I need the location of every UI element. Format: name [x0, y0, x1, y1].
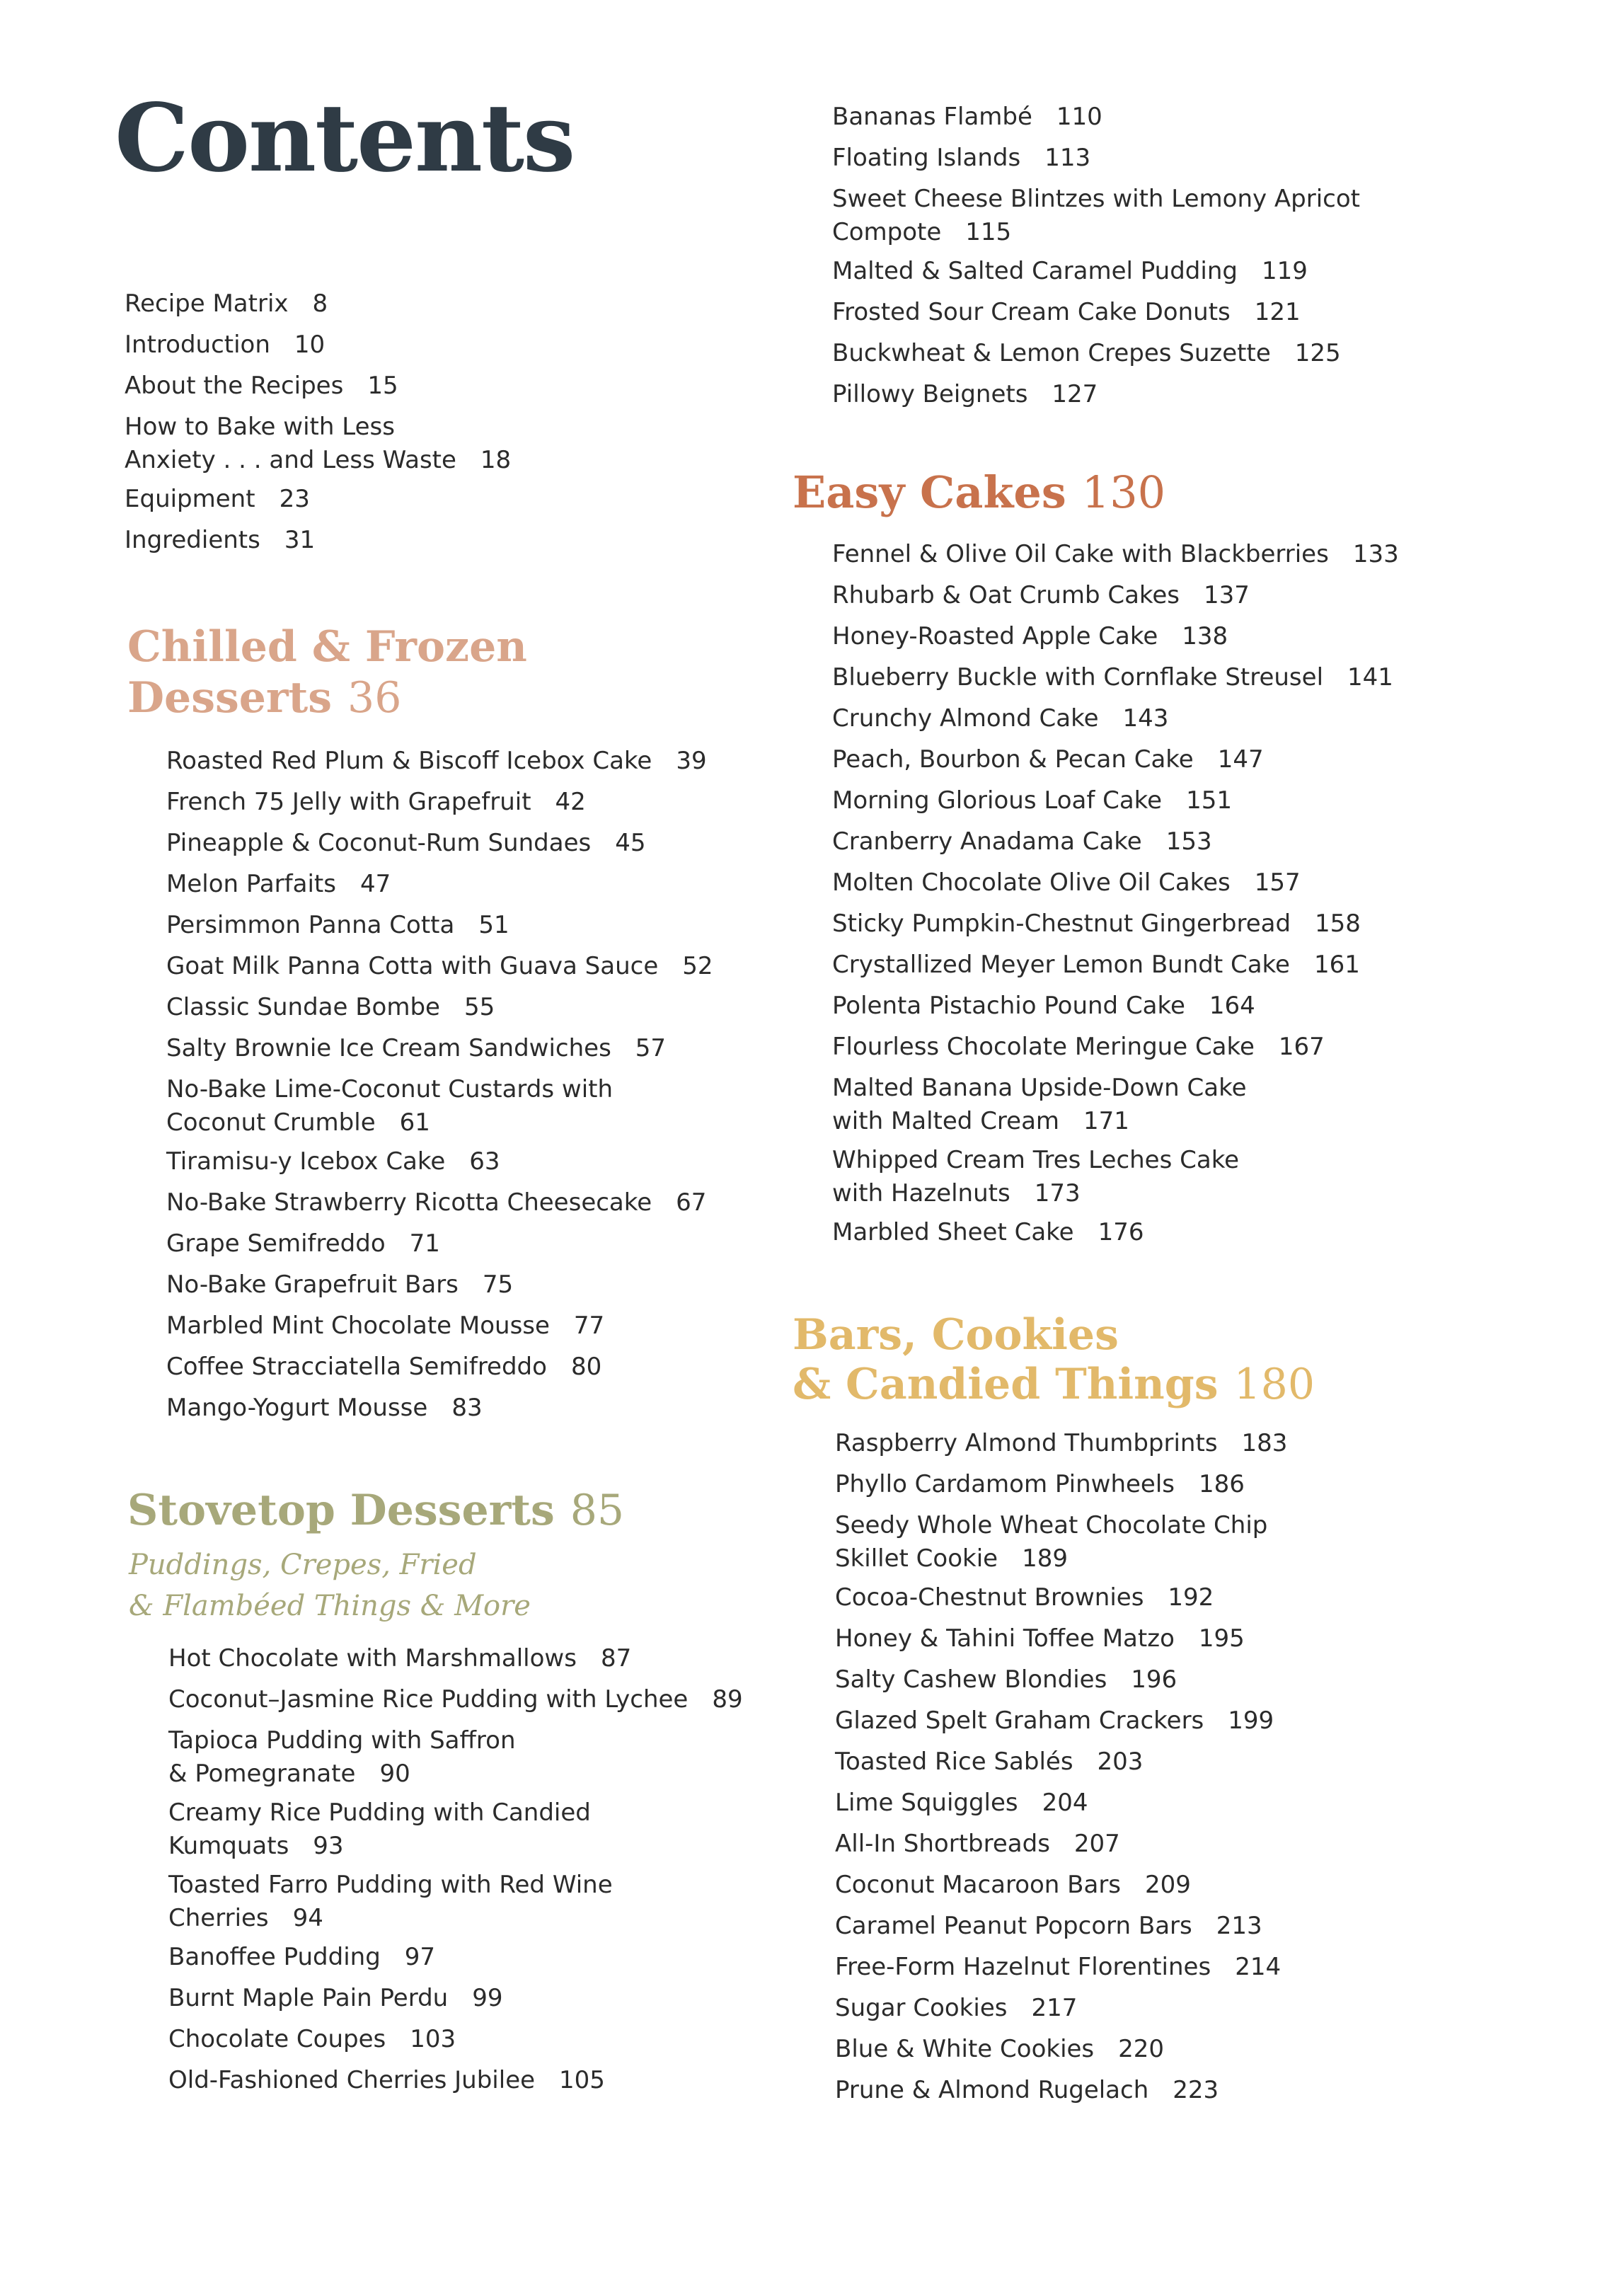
toc-entry-page: 173 — [1034, 1179, 1081, 1207]
toc-entry[interactable] — [832, 1072, 1247, 1138]
toc-entry[interactable] — [832, 378, 1098, 411]
toc-entry-page: 204 — [1042, 1789, 1088, 1817]
toc-entry-title: Peach, Bourbon & Pecan Cake — [832, 745, 1194, 774]
toc-entry[interactable] — [125, 411, 511, 477]
heading-stovetop-text: Stovetop Desserts — [127, 1486, 555, 1535]
heading-chilled-line2: Desserts — [127, 673, 333, 723]
toc-entry[interactable] — [835, 1910, 1262, 1943]
toc-entry[interactable] — [835, 1622, 1245, 1656]
toc-entry-title: Tapioca Pudding with Saffron — [168, 1726, 516, 1755]
toc-entry-page: 77 — [573, 1312, 605, 1340]
toc-entry[interactable] — [166, 909, 509, 942]
toc-entry-page: 207 — [1073, 1830, 1120, 1858]
toc-entry-title: Glazed Spelt Graham Crackers — [835, 1706, 1204, 1735]
heading-bars-page: 180 — [1233, 1360, 1315, 1409]
toc-entry[interactable] — [168, 1724, 516, 1791]
toc-entry-page: 138 — [1182, 622, 1228, 650]
toc-entry-title: No-Bake Strawberry Ricotta Cheesecake — [166, 1188, 652, 1217]
toc-entry-page: 147 — [1217, 745, 1264, 774]
toc-entry[interactable] — [168, 1869, 613, 1935]
heading-chilled[interactable] — [127, 621, 527, 672]
toc-entry[interactable] — [832, 101, 1102, 134]
toc-entry-title: Frosted Sour Cream Cake Donuts — [832, 298, 1231, 326]
toc-entry-title: Phyllo Cardamom Pinwheels — [835, 1470, 1175, 1498]
toc-entry-page: 47 — [359, 870, 391, 898]
toc-entry-title: Rhubarb & Oat Crumb Cakes — [832, 581, 1180, 609]
toc-entry-page: 141 — [1347, 663, 1393, 692]
toc-entry-title: Honey-Roasted Apple Cake — [832, 622, 1158, 650]
toc-entry-page: 137 — [1204, 581, 1250, 609]
toc-entry[interactable] — [835, 1427, 1287, 1460]
toc-entry-page: 153 — [1165, 827, 1212, 856]
toc-entry-title: Bananas Flambé — [832, 103, 1032, 131]
toc-entry-title: Blue & White Cookies — [835, 2035, 1095, 2063]
toc-entry-page: 10 — [294, 331, 326, 359]
toc-entry-title: Ingredients — [125, 526, 260, 554]
toc-entry-page: 93 — [313, 1832, 344, 1860]
toc-entry[interactable] — [166, 1268, 513, 1302]
toc-entry-title-continued: Compote — [832, 218, 942, 246]
toc-entry-title: Creamy Rice Pudding with Candied — [168, 1798, 591, 1827]
toc-entry-page: 186 — [1199, 1470, 1245, 1498]
toc-entry-title: Blueberry Buckle with Cornflake Streusel — [832, 663, 1324, 692]
heading-easy-cakes-page: 130 — [1081, 466, 1166, 518]
heading-bars-2[interactable] — [793, 1359, 1315, 1410]
toc-entry[interactable] — [832, 866, 1301, 900]
toc-entry-title: Prune & Almond Rugelach — [835, 2076, 1149, 2104]
toc-entry-title-continued: Coconut Crumble — [166, 1108, 376, 1137]
toc-entry-title: Free-Form Hazelnut Florentines — [835, 1953, 1211, 1981]
toc-entry-page: 143 — [1122, 704, 1169, 733]
toc-entry[interactable] — [166, 1032, 666, 1065]
toc-entry-page: 31 — [284, 526, 316, 554]
toc-entry-page: 67 — [676, 1188, 707, 1217]
toc-entry[interactable] — [832, 907, 1361, 941]
toc-entry-title: Roasted Red Plum & Biscoff Icebox Cake — [166, 747, 652, 775]
heading-bars-line1: Bars, Cookies — [793, 1310, 1119, 1360]
heading-easy-cakes-text: Easy Cakes — [793, 466, 1066, 518]
toc-entry-title: No-Bake Grapefruit Bars — [166, 1270, 459, 1299]
toc-entry-page: 213 — [1216, 1912, 1262, 1940]
toc-entry-title: Hot Chocolate with Marshmallows — [168, 1644, 577, 1673]
toc-entry-page: 214 — [1235, 1953, 1282, 1981]
toc-entry-title: French 75 Jelly with Grapefruit — [166, 788, 531, 816]
toc-entry-page: 110 — [1056, 103, 1102, 131]
toc-entry-title: No-Bake Lime-Coconut Custards with — [166, 1075, 614, 1103]
toc-entry-page: 45 — [615, 829, 646, 857]
subheading-stovetop-2: & Flambéed Things & More — [129, 1590, 531, 1622]
toc-entry[interactable] — [166, 991, 495, 1024]
toc-entry-title: Old-Fashioned Cherries Jubilee — [168, 2066, 536, 2094]
toc-entry[interactable] — [835, 1704, 1274, 1738]
toc-entry-title: Caramel Peanut Popcorn Bars — [835, 1912, 1192, 1940]
toc-entry-title-continued: with Hazelnuts — [832, 1179, 1010, 1207]
toc-entry-title: Sticky Pumpkin-Chestnut Gingerbread — [832, 910, 1291, 938]
toc-entry-page: 71 — [409, 1229, 440, 1258]
toc-entry[interactable] — [835, 1951, 1281, 1984]
toc-entry-title: Coconut Macaroon Bars — [835, 1871, 1122, 1899]
toc-entry[interactable] — [835, 1663, 1177, 1697]
toc-entry-title: Persimmon Panna Cotta — [166, 911, 455, 939]
heading-bars[interactable] — [793, 1309, 1119, 1360]
toc-entry-title-continued: Kumquats — [168, 1832, 289, 1860]
toc-entry[interactable] — [125, 287, 328, 321]
toc-entry-page: 220 — [1118, 2035, 1165, 2063]
toc-entry-title: Salty Brownie Ice Cream Sandwiches — [166, 1034, 611, 1062]
toc-entry-title: Honey & Tahini Toffee Matzo — [835, 1624, 1175, 1653]
toc-entry-page: 51 — [478, 911, 509, 939]
toc-entry-title: Whipped Cream Tres Leches Cake — [832, 1146, 1240, 1174]
toc-entry-page: 183 — [1241, 1429, 1288, 1457]
toc-entry-title: Introduction — [125, 331, 270, 359]
toc-entry-page: 61 — [399, 1108, 430, 1137]
toc-entry-page: 151 — [1186, 786, 1232, 815]
toc-entry[interactable] — [835, 2074, 1219, 2107]
toc-entry[interactable] — [166, 1145, 500, 1178]
toc-entry[interactable] — [166, 827, 645, 860]
toc-entry-page: 203 — [1097, 1748, 1144, 1776]
toc-entry-title: Molten Chocolate Olive Oil Cakes — [832, 868, 1231, 897]
toc-entry-title: Classic Sundae Bombe — [166, 993, 440, 1021]
toc-entry-page: 133 — [1352, 540, 1399, 568]
toc-entry[interactable] — [835, 1745, 1143, 1779]
toc-entry-page: 176 — [1098, 1218, 1144, 1246]
toc-entry-title: Flourless Chocolate Meringue Cake — [832, 1033, 1255, 1061]
toc-entry-page: 119 — [1261, 257, 1308, 285]
toc-entry-page: 105 — [559, 2066, 605, 2094]
toc-entry[interactable] — [835, 1786, 1088, 1820]
toc-entry-title: Floating Islands — [832, 144, 1021, 172]
heading-chilled-line1: Chilled & Frozen — [127, 622, 527, 672]
page-title: Contents — [115, 84, 575, 193]
toc-entry[interactable] — [166, 868, 391, 901]
toc-entry-title: Malted Banana Upside-Down Cake — [832, 1074, 1247, 1102]
toc-entry[interactable] — [832, 989, 1255, 1023]
toc-entry-page: 87 — [600, 1644, 632, 1673]
toc-entry[interactable] — [835, 1581, 1214, 1614]
toc-entry-title-continued: Skillet Cookie — [835, 1544, 998, 1573]
toc-entry-title: Toasted Rice Sablés — [835, 1748, 1073, 1776]
toc-entry-page: 164 — [1209, 992, 1255, 1020]
toc-entry-page: 8 — [312, 289, 328, 318]
toc-entry[interactable] — [125, 524, 315, 557]
toc-entry-title: Coffee Stracciatella Semifreddo — [166, 1353, 547, 1381]
toc-entry[interactable] — [832, 1031, 1325, 1064]
toc-entry-page: 57 — [635, 1034, 667, 1062]
toc-entry[interactable] — [166, 1392, 483, 1425]
toc-entry-page: 217 — [1031, 1994, 1078, 2022]
toc-entry[interactable] — [168, 2023, 456, 2056]
toc-entry-page: 23 — [279, 485, 310, 513]
toc-entry-page: 18 — [480, 446, 512, 474]
toc-entry-page: 99 — [472, 1984, 503, 2012]
toc-entry-page: 15 — [367, 372, 398, 400]
toc-entry-title: Malted & Salted Caramel Pudding — [832, 257, 1238, 285]
toc-entry-title: Banoffee Pudding — [168, 1943, 381, 1971]
subheading-stovetop-1: Puddings, Crepes, Fried — [129, 1549, 477, 1581]
toc-entry-page: 189 — [1022, 1544, 1068, 1573]
toc-entry-page: 97 — [404, 1943, 436, 1971]
toc-entry-page: 52 — [682, 952, 713, 980]
toc-entry-title: Cocoa-Chestnut Brownies — [835, 1583, 1144, 1612]
toc-entry[interactable] — [832, 743, 1264, 776]
toc-entry[interactable] — [832, 538, 1399, 571]
toc-entry-page: 80 — [570, 1353, 602, 1381]
toc-entry-page: 192 — [1168, 1583, 1214, 1612]
toc-entry-page: 83 — [451, 1394, 483, 1422]
heading-bars-line2: & Candied Things — [793, 1360, 1219, 1409]
toc-entry[interactable] — [832, 296, 1301, 329]
toc-entry-title: Melon Parfaits — [166, 870, 336, 898]
toc-entry-title: Crystallized Meyer Lemon Bundt Cake — [832, 951, 1290, 979]
toc-entry[interactable] — [832, 661, 1393, 694]
toc-entry[interactable] — [166, 1350, 601, 1384]
toc-entry[interactable] — [832, 702, 1168, 735]
toc-entry-title: Crunchy Almond Cake — [832, 704, 1099, 733]
toc-entry-page: 195 — [1198, 1624, 1245, 1653]
toc-entry-page: 89 — [712, 1685, 743, 1714]
toc-entry-title: Toasted Farro Pudding with Red Wine — [168, 1871, 613, 1899]
toc-entry-page: 127 — [1052, 380, 1098, 408]
toc-entry[interactable] — [832, 337, 1341, 370]
toc-entry-page: 94 — [292, 1904, 323, 1932]
toc-entry-page: 55 — [463, 993, 495, 1021]
toc-entry[interactable] — [832, 579, 1250, 612]
toc-entry[interactable] — [168, 1642, 631, 1675]
toc-entry-title: Marbled Mint Chocolate Mousse — [166, 1312, 550, 1340]
toc-entry[interactable] — [168, 1941, 435, 1974]
toc-entry[interactable] — [832, 825, 1212, 859]
toc-entry[interactable] — [168, 1796, 591, 1863]
toc-entry-page: 125 — [1294, 339, 1341, 367]
toc-entry-title: Lime Squiggles — [835, 1789, 1018, 1817]
toc-entry-page: 223 — [1173, 2076, 1219, 2104]
toc-entry[interactable] — [832, 142, 1090, 175]
toc-entry-page: 196 — [1131, 1665, 1177, 1694]
toc-entry-title: Pineapple & Coconut-Rum Sundaes — [166, 829, 592, 857]
toc-entry-title: Coconut–Jasmine Rice Pudding with Lychee — [168, 1685, 689, 1714]
toc-entry-title: Grape Semifreddo — [166, 1229, 386, 1258]
toc-entry-page: 209 — [1145, 1871, 1191, 1899]
toc-entry[interactable] — [125, 483, 310, 516]
toc-entry[interactable] — [166, 1073, 613, 1140]
toc-entry-title: Fennel & Olive Oil Cake with Blackberries — [832, 540, 1329, 568]
toc-entry-page: 90 — [379, 1760, 410, 1788]
toc-entry-title: Cranberry Anadama Cake — [832, 827, 1142, 856]
toc-entry-title: Chocolate Coupes — [168, 2025, 386, 2053]
toc-entry[interactable] — [832, 183, 1360, 249]
heading-stovetop[interactable] — [127, 1485, 624, 1536]
toc-entry[interactable] — [832, 1144, 1239, 1210]
heading-easy-cakes[interactable] — [793, 467, 1165, 518]
toc-entry-title: Tiramisu-y Icebox Cake — [166, 1147, 446, 1176]
toc-entry-title: Sweet Cheese Blintzes with Lemony Apricot — [832, 185, 1361, 213]
toc-entry-title: How to Bake with Less — [125, 413, 395, 441]
toc-entry[interactable] — [832, 620, 1228, 653]
toc-entry-title: Seedy Whole Wheat Chocolate Chip — [835, 1511, 1268, 1539]
toc-entry-title-continued: with Malted Cream — [832, 1107, 1060, 1135]
toc-entry[interactable] — [835, 1992, 1077, 2025]
toc-entry-page: 63 — [469, 1147, 500, 1176]
toc-entry[interactable] — [168, 2064, 605, 2097]
toc-entry[interactable] — [125, 328, 325, 362]
toc-entry-title: Raspberry Almond Thumbprints — [835, 1429, 1218, 1457]
toc-entry-page: 171 — [1083, 1107, 1129, 1135]
toc-entry-title: Buckwheat & Lemon Crepes Suzette — [832, 339, 1271, 367]
toc-entry-title-continued: & Pomegranate — [168, 1760, 356, 1788]
toc-entry-title: Mango-Yogurt Mousse — [166, 1394, 428, 1422]
toc-entry-page: 121 — [1254, 298, 1301, 326]
toc-entry-page: 157 — [1254, 868, 1301, 897]
toc-entry[interactable] — [832, 948, 1360, 982]
toc-entry[interactable] — [168, 1982, 502, 2015]
toc-entry-title: Pillowy Beignets — [832, 380, 1028, 408]
toc-entry-page: 115 — [965, 218, 1012, 246]
toc-entry-title: Sugar Cookies — [835, 1994, 1008, 2022]
toc-entry-title: About the Recipes — [125, 372, 344, 400]
toc-entry[interactable] — [166, 745, 707, 778]
heading-stovetop-page: 85 — [570, 1486, 625, 1535]
toc-entry-title-continued: Cherries — [168, 1904, 269, 1932]
toc-entry[interactable] — [835, 1509, 1267, 1576]
toc-entry-page: 113 — [1044, 144, 1091, 172]
toc-entry-title: All-In Shortbreads — [835, 1830, 1050, 1858]
heading-chilled-page: 36 — [347, 673, 402, 723]
toc-entry-page: 75 — [482, 1270, 514, 1299]
toc-entry-title: Salty Cashew Blondies — [835, 1665, 1107, 1694]
toc-entry[interactable] — [832, 255, 1308, 288]
toc-entry-title-continued: Anxiety . . . and Less Waste — [125, 446, 456, 474]
toc-entry[interactable] — [168, 1683, 743, 1716]
toc-entry-page: 167 — [1278, 1033, 1325, 1061]
toc-entry[interactable] — [166, 786, 586, 819]
toc-entry-title: Goat Milk Panna Cotta with Guava Sauce — [166, 952, 659, 980]
toc-entry-title: Morning Glorious Loaf Cake — [832, 786, 1163, 815]
toc-entry-page: 39 — [676, 747, 707, 775]
toc-entry-page: 158 — [1315, 910, 1361, 938]
toc-entry-title: Marbled Sheet Cake — [832, 1218, 1074, 1246]
toc-entry-page: 161 — [1313, 951, 1360, 979]
toc-entry-page: 103 — [410, 2025, 456, 2053]
toc-entry[interactable] — [166, 950, 713, 983]
toc-entry[interactable] — [832, 1216, 1144, 1249]
toc-entry-title: Equipment — [125, 485, 255, 513]
toc-entry-title: Recipe Matrix — [125, 289, 289, 318]
toc-entry-page: 42 — [555, 788, 586, 816]
toc-entry-title: Polenta Pistachio Pound Cake — [832, 992, 1185, 1020]
toc-entry[interactable] — [835, 1869, 1191, 1902]
toc-entry[interactable] — [835, 1828, 1120, 1861]
toc-entry[interactable] — [166, 1309, 604, 1343]
toc-entry-title: Burnt Maple Pain Perdu — [168, 1984, 449, 2012]
toc-entry[interactable] — [125, 369, 398, 403]
toc-entry[interactable] — [166, 1227, 440, 1261]
heading-chilled-2[interactable] — [127, 672, 401, 723]
toc-entry-page: 199 — [1228, 1706, 1274, 1735]
toc-entry[interactable] — [166, 1186, 706, 1220]
toc-entry[interactable] — [835, 1468, 1245, 1501]
toc-entry[interactable] — [832, 784, 1232, 818]
toc-entry[interactable] — [835, 2033, 1164, 2066]
